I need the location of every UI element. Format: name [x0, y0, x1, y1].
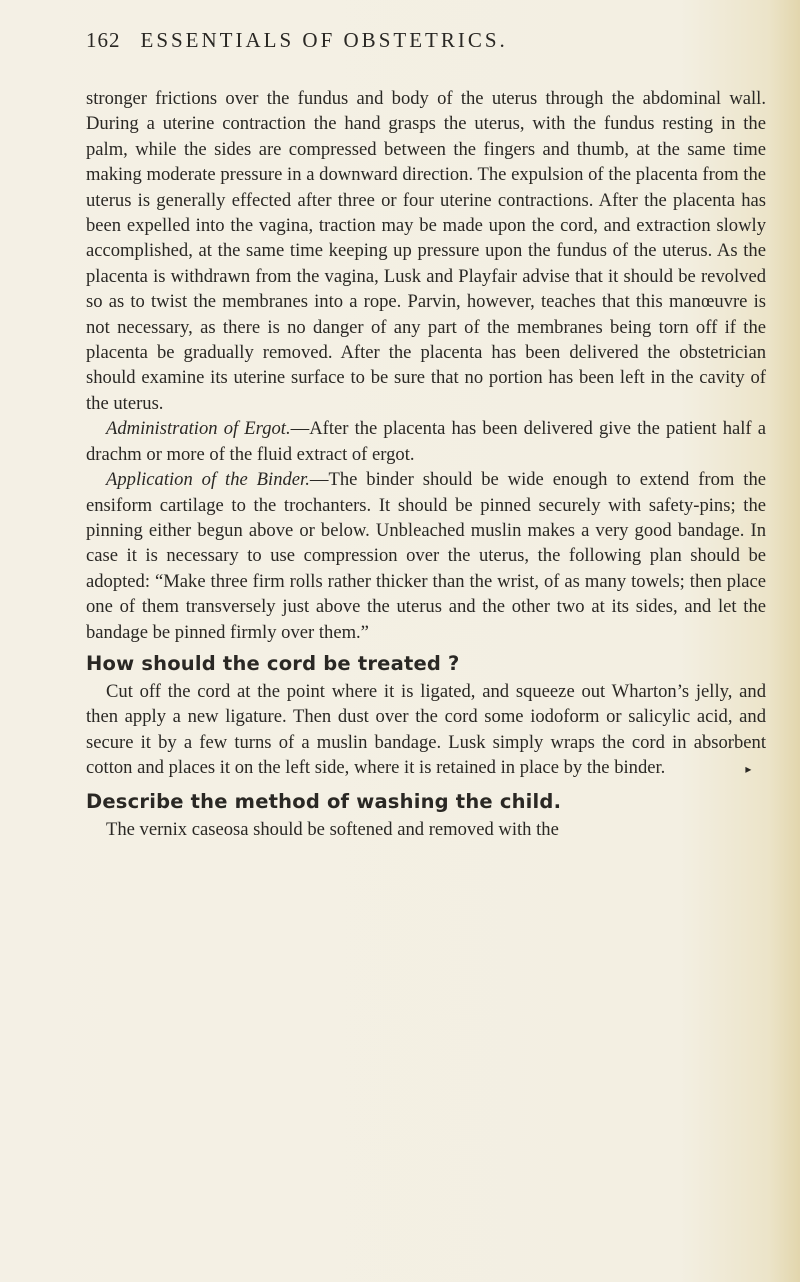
paragraph-cord	[86, 679, 766, 783]
subheading-ergot: Administration of Ergot.	[106, 418, 291, 440]
paragraph-washing: The vernix caseosa should be softened and removed with the	[106, 818, 559, 840]
paragraph-cord-text: Cut off the cord at the point where it is ligated, and squeeze out Wharton’s jelly, and then apply a new ligature. Then dust over the cord some iodoform or salicylic acid, and secure it by a few turns of a muslin bandage. Lusk simply wraps the cord in absorbent cotton and places it on the left side, where it is retained in place by the binder.	[86, 680, 766, 779]
body-text	[86, 86, 766, 842]
running-title: ESSENTIALS OF OBSTETRICS.	[140, 28, 508, 52]
question-washing-heading: Describe the method of washing the child.	[86, 789, 562, 813]
paragraph-ergot-text: —After the placenta has been delivered give the patient half a drachm or more of the fluid extract of ergot.	[86, 418, 766, 465]
printer-mark: ▸	[745, 762, 752, 777]
subheading-binder: Application of the Binder.	[106, 469, 310, 491]
paragraph-binder	[86, 467, 766, 645]
paragraph-binder-text: —The binder should be wide enough to extend from the ensiform cartilage to the trochanters. It should be pinned securely with safety-pins; the pinning either begun above or below. Unbleached muslin makes a very good bandage. In case it is necessary to use compression over the uterus, the following plan should be adopted: “Make three firm rolls rather thicker than the wrist, of as many towels; then place one of them transversely just above the uterus and the other two at its sides, and let the bandage be pinned firmly over them.”	[86, 469, 766, 643]
paragraph-ergot	[86, 416, 766, 467]
paragraph-placenta-expulsion: stronger frictions over the fundus and body of the uterus through the abdominal wall. During a uterine contraction the hand grasps the uterus, with the fundus resting in the palm, while the sides are compressed between the fingers and thumb, at the same time making moderate pressure in a downward direction. The expulsion of the placenta from the uterus is generally effected after three or four uterine contractions. After the placenta has been expelled into the vagina, traction may be made upon the cord, and extraction slowly accomplished, at the same time keeping up pressure upon the fundus of the uterus. As the placenta is withdrawn from the vagina, Lusk and Playfair advise that it should be revolved so as to twist the membranes into a rope. Parvin, however, teaches that this manœuvre is not necessary, as there is no danger of any part of the membranes being torn off if the placenta be gradually removed. After the placenta has been delivered the obstetrician should examine its uterine surface to be sure that no portion has been left in the cavity of the uterus.	[86, 88, 766, 414]
running-head	[86, 28, 766, 53]
page-number: 162	[86, 28, 121, 52]
question-cord-heading: How should the cord be treated ?	[86, 651, 460, 675]
